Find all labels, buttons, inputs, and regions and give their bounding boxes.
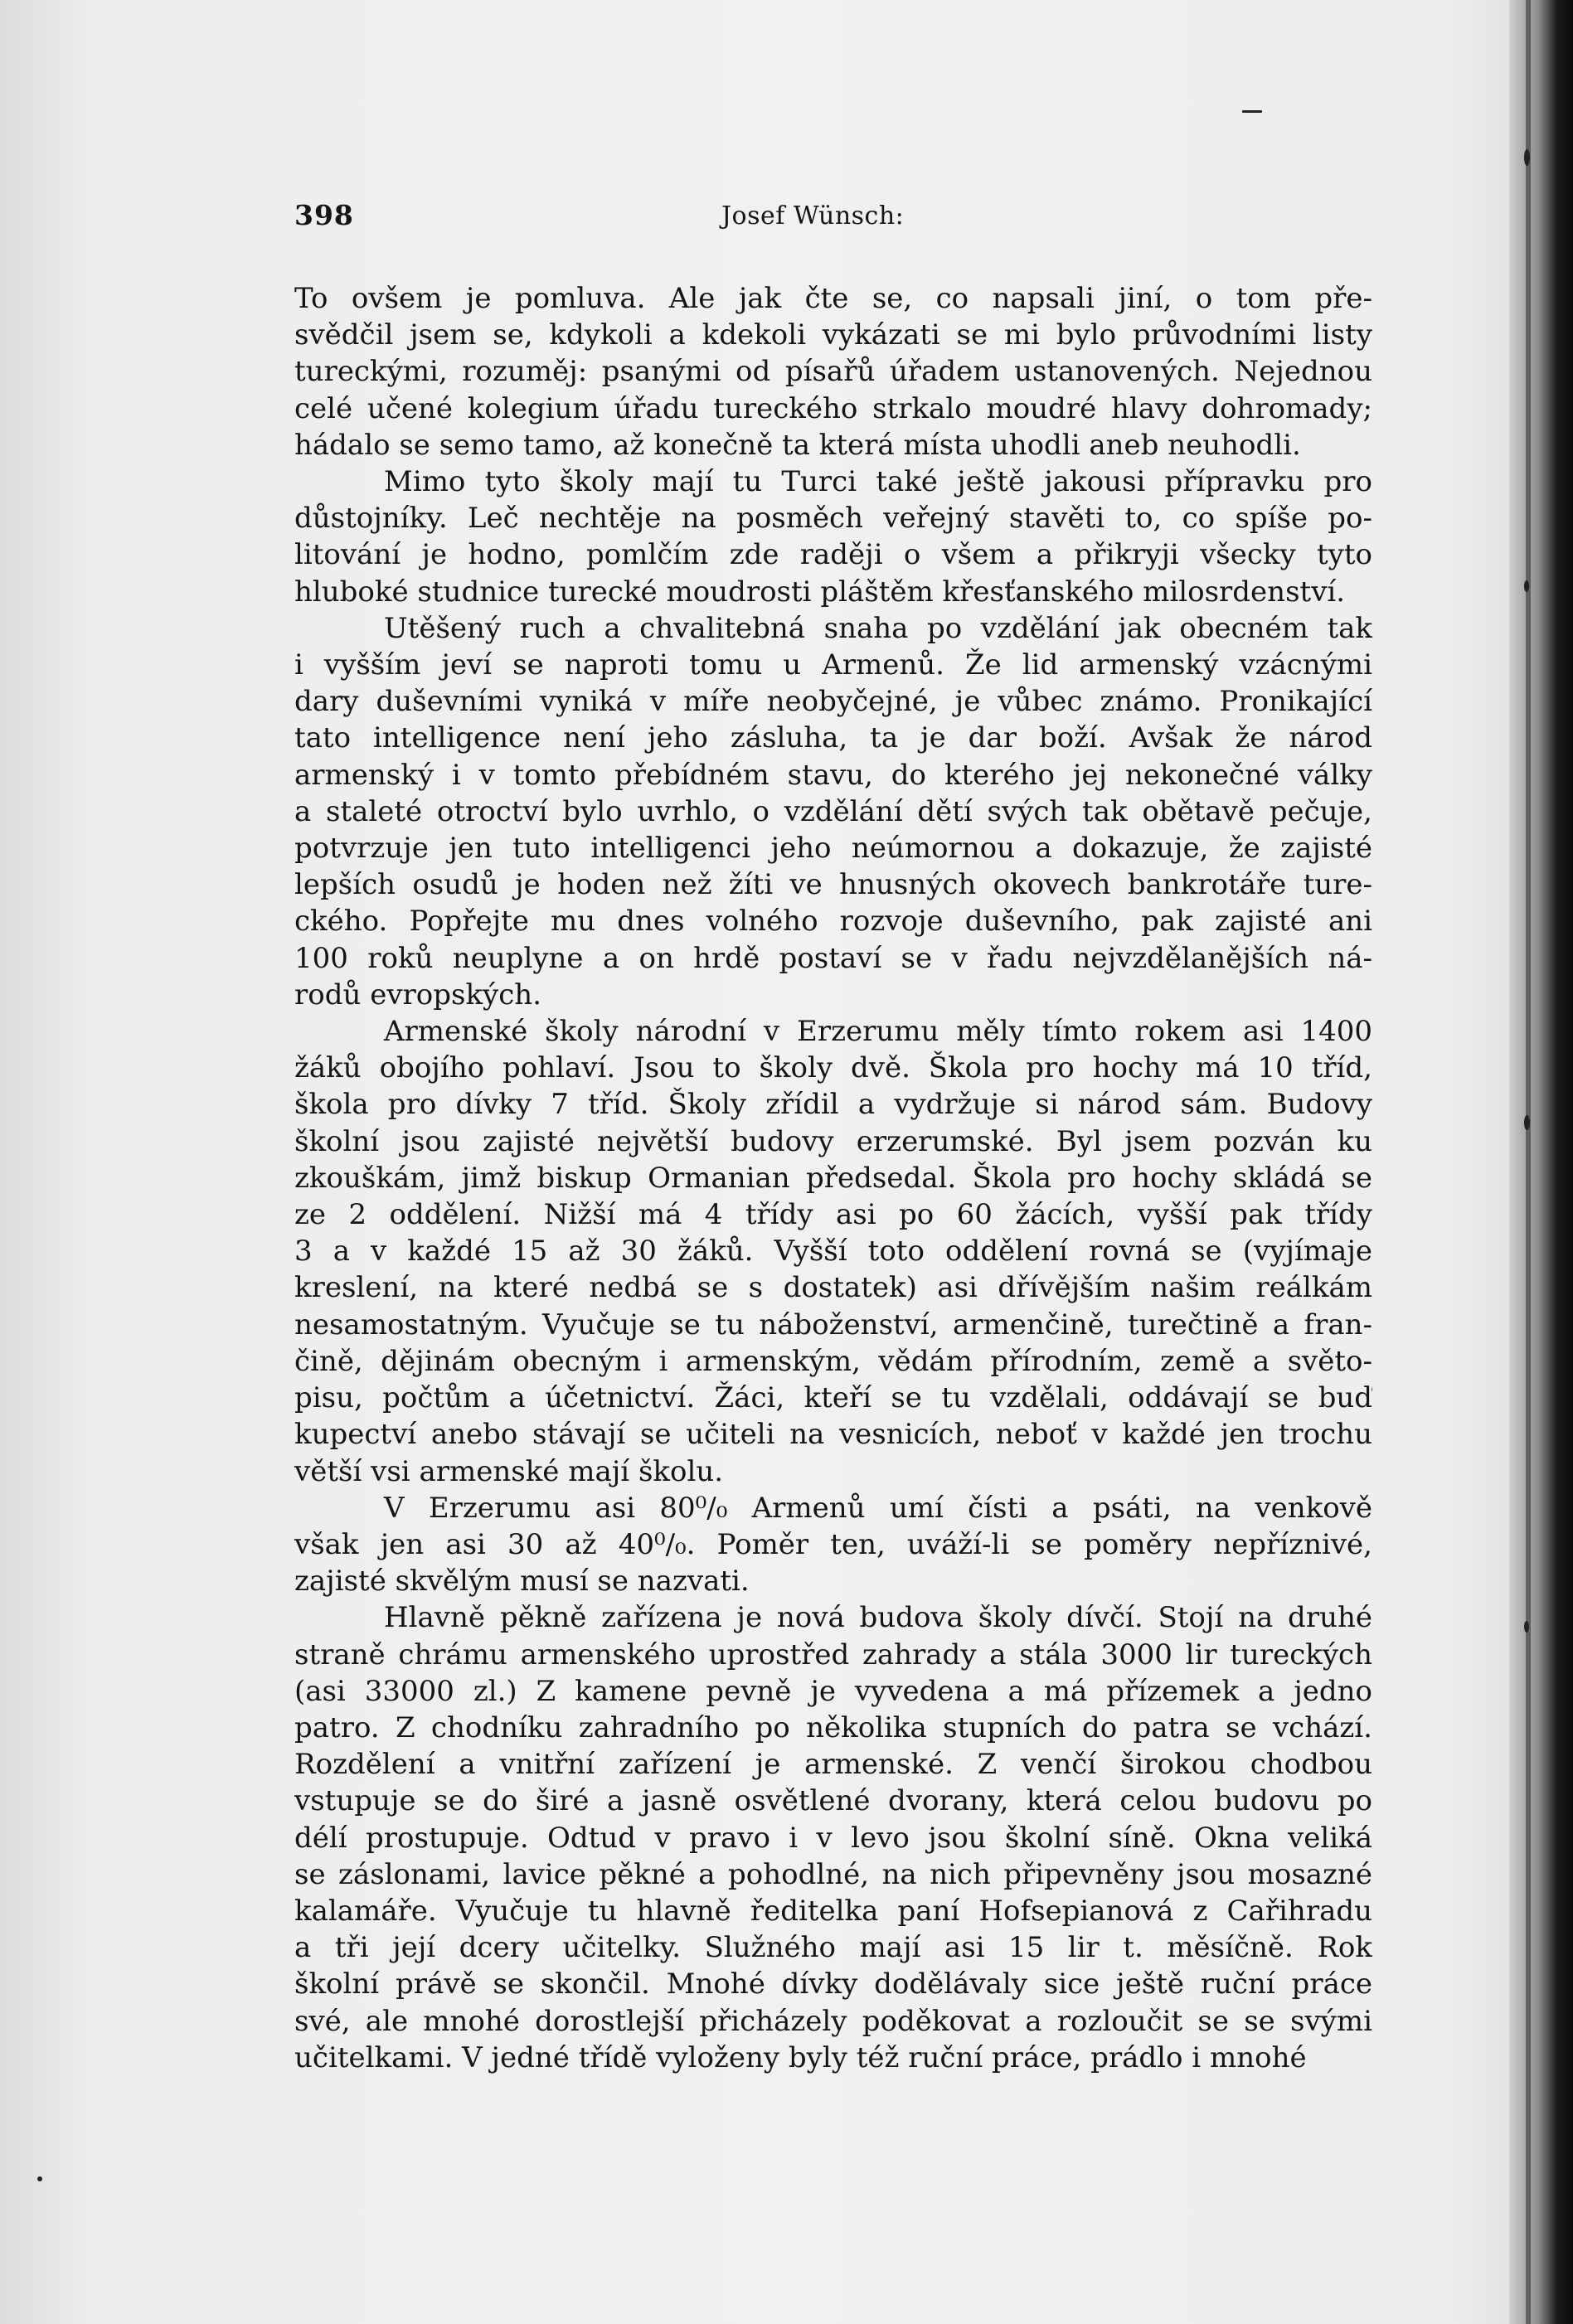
paragraph — [294, 280, 1372, 463]
scan-speck — [1524, 1115, 1530, 1130]
text-line: své, ale mnohé dorostlejší přicházely poděkovat a rozloučit se se svými — [294, 2004, 1372, 2038]
text-line: důstojníky. Leč nechtěje na posměch veřejný stavěti to, co spíše po- — [294, 502, 1372, 536]
text-line: kalamáře. Vyučuje tu hlavně ředitelka paní Hofsepianová z Cařihradu — [294, 1894, 1372, 1928]
paragraph — [294, 1599, 1372, 2076]
text-line: kreslení, na které nedbá se s dostatek) asi dřívějším našim reálkám — [294, 1271, 1372, 1305]
text-line: ckého. Popřejte mu dnes volného rozvoje duševního, pak zajisté ani — [294, 905, 1372, 939]
text-line: (asi 33000 zl.) Z kamene pevně je vyvedena a má přízemek a jedno — [294, 1674, 1372, 1708]
text-line: Rozdělení a vnitřní zařízení je armenské. Z venčí širokou chodbou — [294, 1748, 1372, 1782]
text-line: svědčil jsem se, kdykoli a kdekoli vykázati se mi bylo průvodními listy — [294, 318, 1372, 352]
text-line: tato intelligence není jeho zásluha, ta je dar boží. Avšak že národ — [294, 721, 1372, 755]
running-head-author: Josef Wünsch: — [721, 201, 905, 230]
text-line: a tři její dcery učitelky. Služného mají asi 15 lir t. měsíčně. Rok — [294, 1931, 1372, 1965]
text-line: i vyšším jeví se naproti tomu u Armenů. Že lid armenský vzácnými — [294, 648, 1372, 682]
text-line: straně chrámu armenského uprostřed zahrady a stála 3000 lir tureckých — [294, 1637, 1372, 1671]
binding-edge — [1526, 0, 1531, 2324]
text-line: školní právě se skončil. Mnohé dívky dodělávaly sice ještě ruční práce — [294, 1967, 1372, 2001]
text-line: V Erzerumu asi 80⁰/₀ Armenů umí čísti a psáti, na venkově — [384, 1491, 1372, 1525]
page-number: 398 — [294, 199, 354, 231]
text-line: patro. Z chodníku zahradního po několika stupních do patra se vchází. — [294, 1710, 1372, 1744]
text-line: zajisté skvělým musí se nazvati. — [294, 1565, 750, 1599]
scan-speck — [1524, 149, 1530, 166]
text-line: To ovšem je pomluva. Ale jak čte se, co napsali jiní, o tom pře- — [294, 282, 1372, 315]
text-line: délí prostupuje. Odtud v pravo i v levo jsou školní síně. Okna veliká — [294, 1821, 1372, 1855]
text-line: tureckými, rozuměj: psanými od písařů úřadem ustanovených. Nejednou — [294, 355, 1372, 389]
paragraph — [294, 1490, 1372, 1600]
text-line: 3 a v každé 15 až 30 žáků. Vyšší toto oddělení rovná se (vyjímaje — [294, 1235, 1372, 1269]
scan-speck — [1524, 1621, 1529, 1633]
paragraph — [294, 610, 1372, 1013]
scan-speck — [37, 2176, 42, 2181]
text-line: školní jsou zajisté největší budovy erzerumské. Byl jsem pozván ku — [294, 1124, 1372, 1158]
body-text — [294, 280, 1372, 2076]
text-line: kupectví anebo stávají se učiteli na vesnicích, neboť v každé jen trochu — [294, 1418, 1372, 1452]
text-line: rodů evropských. — [294, 978, 542, 1012]
text-line: Utěšený ruch a chvalitebná snaha po vzdělání jak obecném tak — [384, 611, 1372, 645]
text-line: učitelkami. V jedné třídě vyloženy byly též ruční práce, prádlo i mnohé — [294, 2040, 1307, 2074]
text-line: zkouškám, jimž biskup Ormanian předsedal. Škola pro hochy skládá se — [294, 1161, 1372, 1195]
text-line: litování je hodno, pomlčím zde raději o všem a přikryji všecky tyto — [294, 538, 1372, 572]
running-head — [294, 199, 1381, 240]
text-line: vstupuje se do širé a jasně osvětlené dvorany, která celou budovu po — [294, 1784, 1372, 1818]
text-line: Mimo tyto školy mají tu Turci také ještě jakousi přípravku pro — [384, 465, 1372, 499]
text-line: hluboké studnice turecké moudrosti pláštěm křesťanského milosrdenství. — [294, 575, 1346, 609]
text-line: celé učené kolegium úřadu tureckého strkalo moudré hlavy dohromady; — [294, 391, 1372, 425]
text-line: potvrzuje jen tuto intelligenci jeho neúmornou a dokazuje, že zajisté — [294, 832, 1372, 866]
text-line: škola pro dívky 7 tříd. Školy zřídil a vydržuje si národ sám. Budovy — [294, 1088, 1372, 1122]
paragraph — [294, 1013, 1372, 1490]
scan-speck — [1524, 580, 1529, 592]
text-line: 100 roků neuplyne a on hrdě postaví se v řadu nejvzdělanějších ná- — [294, 941, 1372, 975]
text-line: hádalo se semo tamo, až konečně ta která místa uhodli aneb neuhodli. — [294, 428, 1301, 462]
text-line: žáků obojího pohlaví. Jsou to školy dvě. Škola pro hochy má 10 tříd, — [294, 1051, 1372, 1085]
text-line: Hlavně pěkně zařízena je nová budova školy dívčí. Stojí na druhé — [384, 1601, 1372, 1635]
scan-speck — [1242, 110, 1262, 113]
text-line: ze 2 oddělení. Nižší má 4 třídy asi po 60 žácích, vyšší pak třídy — [294, 1198, 1372, 1232]
text-line: dary duševními vyniká v míře neobyčejné, je vůbec známo. Pronikající — [294, 685, 1372, 719]
text-line: však jen asi 30 až 40⁰/₀. Poměr ten, uváží-li se poměry nepříznivé, — [294, 1527, 1372, 1561]
text-line: Armenské školy národní v Erzerumu měly tímto rokem asi 1400 — [384, 1015, 1372, 1049]
text-line: čině, dějinám obecným i armenským, vědám přírodním, země a světo- — [294, 1344, 1372, 1378]
text-line: se záslonami, lavice pěkné a pohodlné, na nich připevněny jsou mosazné — [294, 1857, 1372, 1891]
paragraph — [294, 463, 1372, 610]
text-line: armenský i v tomto přebídném stavu, do kterého jej nekonečné války — [294, 758, 1372, 792]
text-line: pisu, počtům a účetnictví. Žáci, kteří se tu vzdělali, oddávají se buď — [294, 1381, 1372, 1415]
text-line: lepších osudů je hoden než žíti ve hnusných okovech bankrotáře ture- — [294, 868, 1372, 902]
text-line: větší vsi armenské mají školu. — [294, 1454, 724, 1488]
text-line: a staleté otroctví bylo uvrhlo, o vzdělání dětí svých tak obětavě pečuje, — [294, 794, 1372, 828]
text-line: nesamostatným. Vyučuje se tu náboženství, armenčině, turečtině a fran- — [294, 1308, 1372, 1342]
binding-shadow — [1509, 0, 1573, 2324]
